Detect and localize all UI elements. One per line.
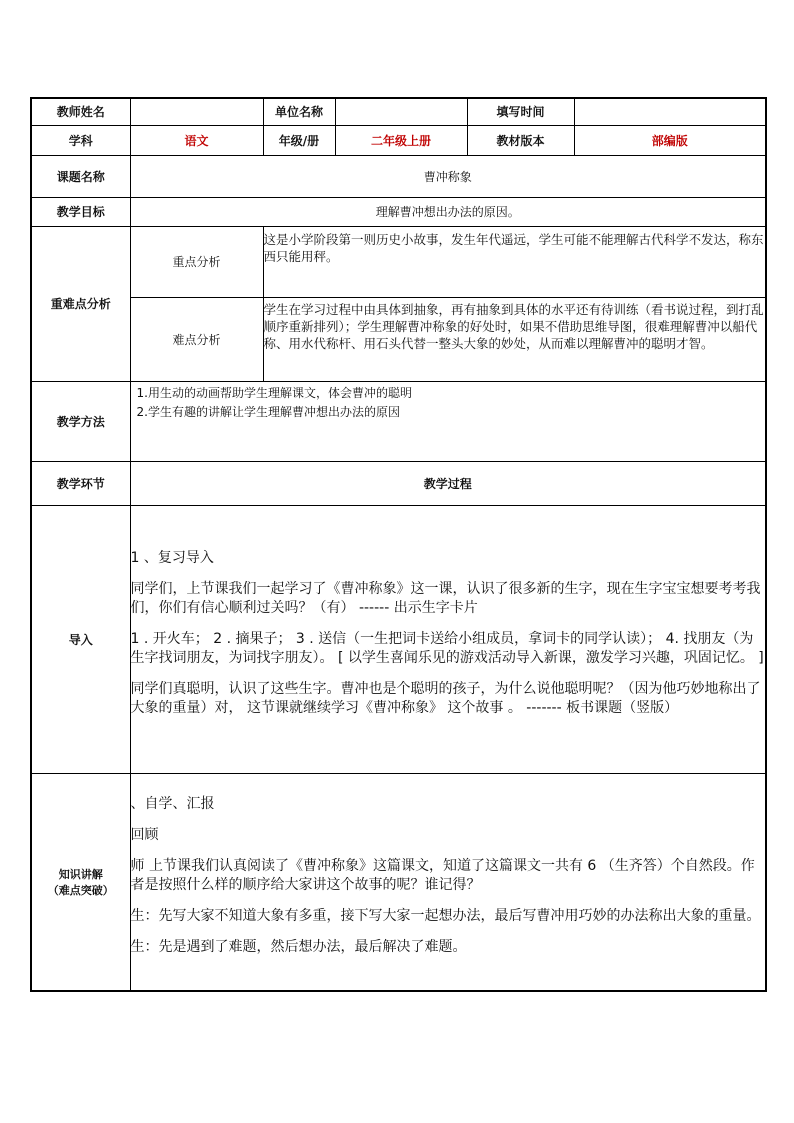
- lesson-plan-table: [30, 97, 767, 992]
- subject-row: [31, 125, 766, 155]
- knowledge-row: [31, 773, 766, 991]
- knowledge-paragraph: 回顾: [130, 826, 159, 843]
- method-item: 1.用生动的动画帮助学生理解课文，体会曹冲的聪明: [136, 385, 412, 400]
- intro-label: 导入: [31, 505, 130, 773]
- knowledge-paragraph: 、自学、汇报: [130, 795, 215, 812]
- difficult-point-row: [31, 297, 766, 381]
- lesson-title-row: [31, 155, 766, 197]
- teacher-name-label: 教师姓名: [31, 98, 130, 125]
- lesson-title-value: 曹冲称象: [130, 155, 766, 197]
- teaching-method-list: [130, 381, 766, 461]
- teacher-name-value: [130, 98, 263, 125]
- knowledge-paragraph: 生：先写大家不知道大象有多重，接下写大家一起想办法，最后写曹冲用巧妙的办法称出大象的重量。: [130, 907, 761, 924]
- key-point-label: 重点分析: [130, 226, 263, 297]
- subject-value: 语文: [130, 125, 263, 155]
- intro-paragraph: 同学们，上节课我们一起学习了《曹冲称象》这一课，认识了很多新的生字，现在生字宝宝想要考考我们，你们有信心顺利过关吗？（有） ------ 出示生字卡片: [130, 580, 761, 616]
- teaching-step-label: 教学环节: [31, 461, 130, 505]
- knowledge-sublabel: （难点突破）: [47, 883, 114, 897]
- teaching-method-label: 教学方法: [31, 381, 130, 461]
- teaching-method-row: [31, 381, 766, 461]
- teaching-goal-label: 教学目标: [31, 197, 130, 226]
- header-row: [31, 98, 766, 125]
- intro-paragraph: 1 . 开火车； 2 . 摘果子； 3 . 送信（一生把词卡送给小组成员，拿词卡的同学认读）； 4. 找朋友（为生字找词朋友，为词找字朋友）。 [ 以学生喜闻乐见的游戏活动导入新课，激发学习兴趣，巩固记忆。 ]: [130, 630, 764, 666]
- knowledge-label-cell: [31, 773, 130, 991]
- key-point-text: 这是小学阶段第一则历史小故事，发生年代遥远，学生可能不能理解古代科学不发达，称东西只能用秤。: [263, 226, 766, 297]
- fill-date-label: 填写时间: [467, 98, 574, 125]
- edition-label: 教材版本: [467, 125, 574, 155]
- knowledge-paragraph: 生：先是遇到了难题，然后想办法，最后解决了难题。: [130, 938, 467, 955]
- key-point-row: [31, 226, 766, 297]
- grade-value: 二年级上册: [335, 125, 467, 155]
- intro-row: [31, 505, 766, 773]
- method-item: 2.学生有趣的讲解让学生理解曹冲想出办法的原因: [136, 404, 400, 419]
- fill-date-value: [574, 98, 766, 125]
- intro-paragraph: 同学们真聪明，认识了这些生字。曹冲也是个聪明的孩子，为什么说他聪明呢？（因为他巧妙地称出了大象的重量）对， 这节课就继续学习《曹冲称象》 这个故事 。 ------- 板书课题（竖版）: [130, 680, 761, 716]
- subject-label: 学科: [31, 125, 130, 155]
- unit-name-value: [335, 98, 467, 125]
- analysis-label: 重难点分析: [31, 226, 130, 381]
- intro-content: [130, 505, 766, 773]
- knowledge-content: [130, 773, 766, 991]
- grade-label: 年级/册: [263, 125, 335, 155]
- teaching-goal-value: 理解曹冲想出办法的原因。: [130, 197, 766, 226]
- teaching-process-label: 教学过程: [130, 461, 766, 505]
- edition-value: 部编版: [574, 125, 766, 155]
- unit-name-label: 单位名称: [263, 98, 335, 125]
- teaching-goal-row: [31, 197, 766, 226]
- difficult-point-label: 难点分析: [130, 297, 263, 381]
- lesson-title-label: 课题名称: [31, 155, 130, 197]
- intro-paragraph: 1 、复习导入: [130, 549, 214, 566]
- process-header-row: [31, 461, 766, 505]
- knowledge-label: 知识讲解: [58, 867, 103, 881]
- difficult-point-text: 学生在学习过程中由具体到抽象，再有抽象到具体的水平还有待训练（看书说过程，到打乱顺序重新排列）；学生理解曹冲称象的好处时，如果不借助思维导图，很难理解曹冲以船代称、用水代称杆、用石头代替一整头大象的妙处，从而难以理解曹冲的聪明才智。: [263, 297, 766, 381]
- knowledge-paragraph: 师 上节课我们认真阅读了《曹冲称象》这篇课文，知道了这篇课文一共有 6 （生齐答）个自然段。作者是按照什么样的顺序给大家讲这个故事的呢？谁记得？: [130, 857, 755, 893]
